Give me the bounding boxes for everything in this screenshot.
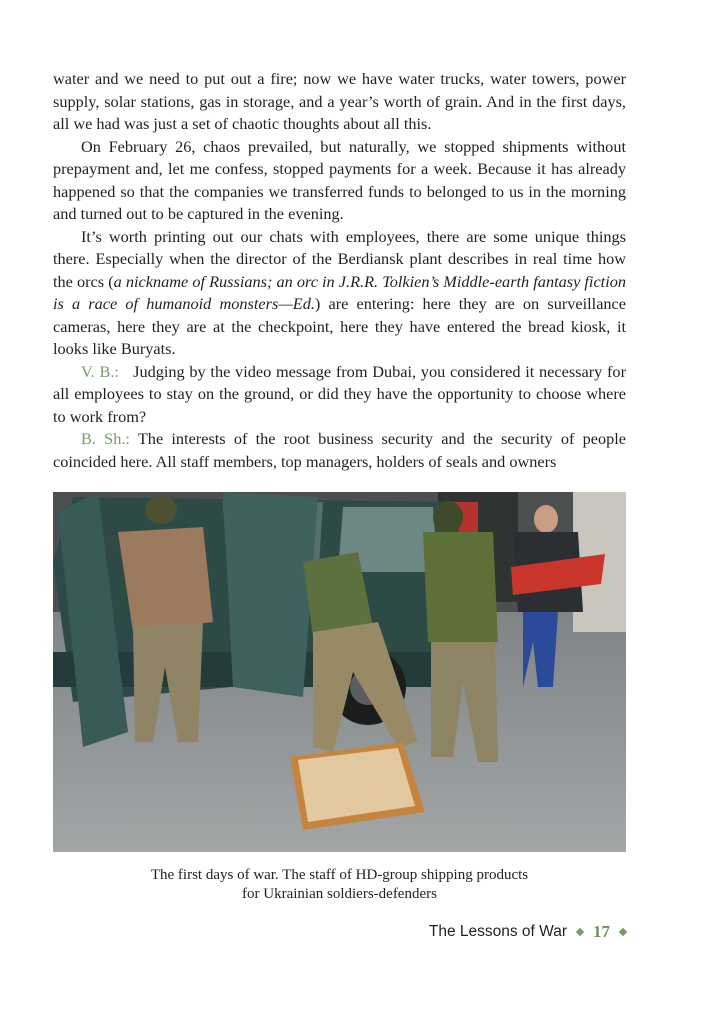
question-text: Judging by the video message from Dubai, you considered it necessary for all employees to stay on the ground, or did they have the opportunity to choose where to work from?	[53, 361, 626, 426]
interview-answer	[53, 428, 626, 473]
editor-note: a nickname of Russians; an orc in J.R.R. Tolkien’s Middle-earth fantasy fiction is a race of humanoid monsters—Ed.	[53, 271, 626, 313]
paragraph	[53, 226, 626, 361]
answer-text: The interests of the root business security and the security of people coincided here. All staff members, top managers, holders of seals and owners	[53, 429, 627, 471]
interview-question	[53, 361, 626, 429]
body-text	[53, 68, 626, 473]
caption-line: The first days of war. The staff of HD-group shipping products	[150, 867, 529, 883]
page-footer	[429, 922, 626, 942]
speaker-label: B. Sh.:	[81, 429, 130, 448]
paragraph: water and we need to put out a fire; now we have water trucks, water towers, power supply, solar stations, gas in storage, and a year’s worth of grain. And in the first days, all we had was just a set of chaotic thoughts about all this.	[53, 69, 626, 133]
paragraph-text: It’s worth printing out our chats with employees, there are some unique things there. Especially when the director of the Berdiansk plant describes in real time how the orcs (	[53, 226, 626, 291]
paragraph-text: ) are entering: here they are on surveillance cameras, here they are at the checkpoint, here they have entered the bread kiosk, it looks like Buryats.	[53, 294, 627, 358]
caption-line: for Ukrainian soldiers-defenders	[242, 886, 437, 902]
speaker-label: V. B.:	[81, 361, 119, 381]
paragraph: On February 26, chaos prevailed, but naturally, we stopped shipments without prepayment and, let me confess, stopped payments for a week. Because it has already happened so that the companies we transferred funds to belonged to us in the morning and turned out to be captured in the evening.	[53, 136, 626, 223]
figure-caption	[53, 866, 626, 904]
war-photo	[53, 492, 626, 852]
running-title: The Lessons of War	[428, 923, 567, 940]
diamond-ornament-icon	[619, 928, 627, 936]
diamond-ornament-icon	[576, 928, 584, 936]
page-number: 17	[593, 922, 610, 941]
